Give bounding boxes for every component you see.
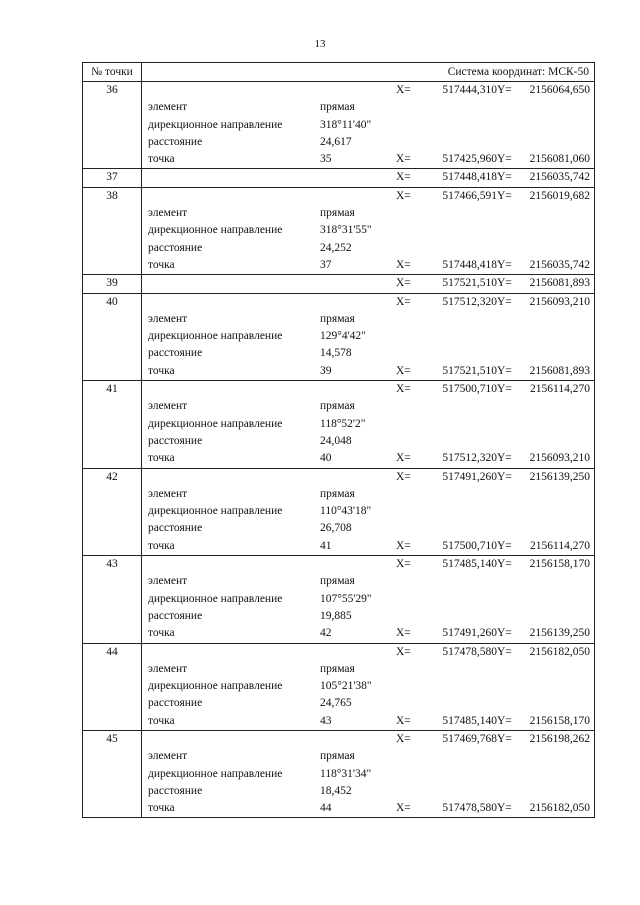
header-point-number: № точки [83, 63, 142, 81]
point-number: 37 [83, 169, 142, 186]
record-body [142, 188, 594, 274]
record-line [142, 433, 594, 450]
record-line [142, 82, 594, 99]
record-line [142, 169, 594, 186]
y-value: 2156114,270 [530, 383, 590, 396]
y-label: Y= [497, 558, 512, 571]
direction-label: дирекционное направление [148, 224, 283, 237]
target-point: 40 [320, 452, 332, 465]
target-x-value: 517485,140 [442, 714, 497, 727]
record-body [142, 275, 594, 292]
record-body [142, 731, 594, 817]
point-label: точка [148, 364, 175, 377]
y-label: Y= [497, 539, 512, 552]
y-label: Y= [497, 645, 512, 658]
table-row [83, 381, 594, 468]
x-value: 517491,260 [442, 470, 497, 483]
direction-value: 105°21'38" [320, 680, 372, 693]
record-line [142, 486, 594, 503]
record-line [142, 800, 594, 817]
y-label: Y= [497, 470, 512, 483]
target-y-value: 2156035,742 [529, 258, 590, 271]
element-label: элемент [148, 575, 188, 588]
y-label: Y= [497, 295, 512, 308]
target-y-value: 2156158,170 [529, 714, 590, 727]
records-list [83, 82, 594, 817]
target-y-value: 2156081,060 [529, 153, 590, 166]
y-label: Y= [497, 153, 512, 166]
x-label: X= [396, 277, 411, 290]
y-label: Y= [497, 383, 512, 396]
target-y-value: 2156139,250 [529, 627, 590, 640]
distance-value: 26,708 [320, 522, 352, 535]
x-value: 517444,310 [442, 84, 497, 96]
point-label: точка [148, 627, 175, 640]
point-number: 38 [83, 188, 142, 274]
target-point: 44 [320, 802, 332, 815]
element-value: прямая [320, 487, 355, 500]
x-value: 517448,418 [442, 171, 497, 184]
point-label: точка [148, 802, 175, 815]
distance-label: расстояние [148, 241, 203, 254]
x-label: X= [396, 189, 411, 202]
record-line [142, 450, 594, 467]
target-x-value: 517500,710 [442, 539, 497, 552]
target-y-value: 2156114,270 [530, 539, 590, 552]
record-line [142, 99, 594, 116]
target-x-value: 517512,320 [442, 452, 497, 465]
element-value: прямая [320, 400, 355, 413]
record-body [142, 469, 594, 555]
record-line [142, 608, 594, 625]
record-line [142, 556, 594, 573]
page-number: 13 [314, 38, 326, 50]
direction-value: 118°52'2" [320, 417, 366, 430]
y-value: 2156139,250 [529, 470, 590, 483]
x-label: X= [396, 539, 411, 552]
record-line [142, 363, 594, 380]
x-label: X= [396, 364, 411, 377]
element-label: элемент [148, 662, 188, 675]
record-line [142, 328, 594, 345]
record-line [142, 625, 594, 642]
element-label: элемент [148, 207, 188, 220]
x-label: X= [396, 153, 411, 166]
point-label: точка [148, 714, 175, 727]
direction-label: дирекционное направление [148, 767, 283, 780]
point-label: точка [148, 153, 175, 166]
target-x-value: 517521,510 [442, 364, 497, 377]
record-line [142, 294, 594, 311]
x-value: 517469,768 [442, 732, 497, 745]
element-value: прямая [320, 312, 355, 325]
record-body [142, 381, 594, 467]
record-line [142, 644, 594, 661]
table-row [83, 556, 594, 643]
record-line [142, 520, 594, 537]
target-x-value: 517425,960 [442, 153, 497, 166]
record-line [142, 573, 594, 590]
record-body [142, 169, 594, 186]
distance-label: расстояние [148, 784, 203, 797]
record-line [142, 766, 594, 783]
element-value: прямая [320, 101, 355, 114]
record-line [142, 695, 594, 712]
distance-label: расстояние [148, 434, 203, 447]
direction-value: 318°31'55" [320, 224, 372, 237]
distance-value: 19,885 [320, 609, 352, 622]
record-line [142, 240, 594, 257]
record-line [142, 134, 594, 151]
header-coordinate-system: Система координат: МСК-50 [447, 66, 589, 78]
direction-label: дирекционное направление [148, 118, 283, 131]
record-line [142, 222, 594, 239]
target-point: 41 [320, 539, 332, 552]
distance-label: расстояние [148, 135, 203, 148]
record-line [142, 713, 594, 730]
point-number: 45 [83, 731, 142, 817]
direction-value: 129°4'42" [320, 330, 366, 343]
element-value: прямая [320, 575, 355, 588]
record-line [142, 398, 594, 415]
record-body [142, 82, 594, 168]
table-row [83, 275, 594, 293]
point-number: 36 [83, 82, 142, 168]
distance-value: 18,452 [320, 784, 352, 797]
y-label: Y= [497, 84, 512, 96]
distance-label: расстояние [148, 522, 203, 535]
x-value: 517512,320 [442, 295, 497, 308]
y-label: Y= [497, 277, 512, 290]
target-point: 39 [320, 364, 332, 377]
target-x-value: 517491,260 [442, 627, 497, 640]
y-value: 2156198,262 [529, 732, 590, 745]
direction-value: 110°43'18" [320, 505, 372, 518]
x-label: X= [396, 452, 411, 465]
record-line [142, 748, 594, 765]
y-value: 2156182,050 [529, 645, 590, 658]
table-row [83, 731, 594, 817]
element-value: прямая [320, 750, 355, 763]
y-label: Y= [497, 802, 512, 815]
point-number: 44 [83, 644, 142, 730]
target-point: 35 [320, 153, 332, 166]
point-number: 43 [83, 556, 142, 642]
record-body [142, 294, 594, 380]
record-line [142, 205, 594, 222]
y-value: 2156093,210 [529, 295, 590, 308]
table-row [83, 644, 594, 731]
y-value: 2156064,650 [529, 84, 590, 96]
target-x-value: 517478,580 [442, 802, 497, 815]
target-point: 42 [320, 627, 332, 640]
target-point: 37 [320, 258, 332, 271]
y-label: Y= [497, 171, 512, 184]
y-label: Y= [497, 627, 512, 640]
point-label: точка [148, 258, 175, 271]
y-label: Y= [497, 714, 512, 727]
record-body [142, 556, 594, 642]
target-point: 43 [320, 714, 332, 727]
distance-value: 24,617 [320, 135, 352, 148]
y-value: 2156158,170 [529, 558, 590, 571]
y-value: 2156019,682 [529, 189, 590, 202]
x-label: X= [396, 84, 411, 96]
y-value: 2156081,893 [529, 277, 590, 290]
direction-value: 118°31'34" [320, 767, 372, 780]
point-number: 39 [83, 275, 142, 292]
direction-label: дирекционное направление [148, 505, 283, 518]
x-label: X= [396, 470, 411, 483]
table-row [83, 169, 594, 187]
point-label: точка [148, 539, 175, 552]
record-line [142, 678, 594, 695]
x-value: 517500,710 [442, 383, 497, 396]
x-label: X= [396, 802, 411, 815]
table-header [83, 63, 594, 82]
distance-value: 24,765 [320, 697, 352, 710]
distance-value: 24,048 [320, 434, 352, 447]
direction-label: дирекционное направление [148, 417, 283, 430]
record-line [142, 661, 594, 678]
record-line [142, 151, 594, 168]
target-y-value: 2156093,210 [529, 452, 590, 465]
record-line [142, 381, 594, 398]
record-line [142, 469, 594, 486]
table-row [83, 294, 594, 381]
record-line [142, 275, 594, 292]
target-x-value: 517448,418 [442, 258, 497, 271]
direction-label: дирекционное направление [148, 592, 283, 605]
y-label: Y= [497, 189, 512, 202]
y-label: Y= [497, 452, 512, 465]
x-label: X= [396, 714, 411, 727]
x-label: X= [396, 171, 411, 184]
x-value: 517478,580 [442, 645, 497, 658]
record-line [142, 311, 594, 328]
y-label: Y= [497, 258, 512, 271]
element-label: элемент [148, 312, 188, 325]
distance-value: 14,578 [320, 347, 352, 360]
element-label: элемент [148, 487, 188, 500]
x-label: X= [396, 732, 411, 745]
point-label: точка [148, 452, 175, 465]
element-label: элемент [148, 750, 188, 763]
record-line [142, 503, 594, 520]
point-number: 42 [83, 469, 142, 555]
point-number: 40 [83, 294, 142, 380]
table-row [83, 188, 594, 275]
direction-value: 318°11'40" [320, 118, 372, 131]
element-label: элемент [148, 400, 188, 413]
table-row [83, 469, 594, 556]
y-value: 2156035,742 [529, 171, 590, 184]
record-line [142, 783, 594, 800]
record-line [142, 257, 594, 274]
record-line [142, 591, 594, 608]
target-y-value: 2156081,893 [529, 364, 590, 377]
record-line [142, 538, 594, 555]
distance-label: расстояние [148, 609, 203, 622]
record-line [142, 117, 594, 134]
direction-value: 107°55'29" [320, 592, 372, 605]
element-label: элемент [148, 101, 188, 114]
record-line [142, 345, 594, 362]
distance-value: 24,252 [320, 241, 352, 254]
record-line [142, 188, 594, 205]
record-line [142, 731, 594, 748]
element-value: прямая [320, 662, 355, 675]
x-label: X= [396, 295, 411, 308]
x-value: 517466,591 [442, 189, 497, 202]
x-label: X= [396, 558, 411, 571]
distance-label: расстояние [148, 347, 203, 360]
table-row [83, 82, 594, 169]
y-label: Y= [497, 732, 512, 745]
target-y-value: 2156182,050 [529, 802, 590, 815]
y-label: Y= [497, 364, 512, 377]
record-body [142, 644, 594, 730]
x-label: X= [396, 627, 411, 640]
point-number: 41 [83, 381, 142, 467]
direction-label: дирекционное направление [148, 680, 283, 693]
x-value: 517521,510 [442, 277, 497, 290]
x-label: X= [396, 383, 411, 396]
record-line [142, 416, 594, 433]
x-value: 517485,140 [442, 558, 497, 571]
coordinates-table [82, 62, 595, 818]
direction-label: дирекционное направление [148, 330, 283, 343]
element-value: прямая [320, 207, 355, 220]
x-label: X= [396, 258, 411, 271]
x-label: X= [396, 645, 411, 658]
distance-label: расстояние [148, 697, 203, 710]
